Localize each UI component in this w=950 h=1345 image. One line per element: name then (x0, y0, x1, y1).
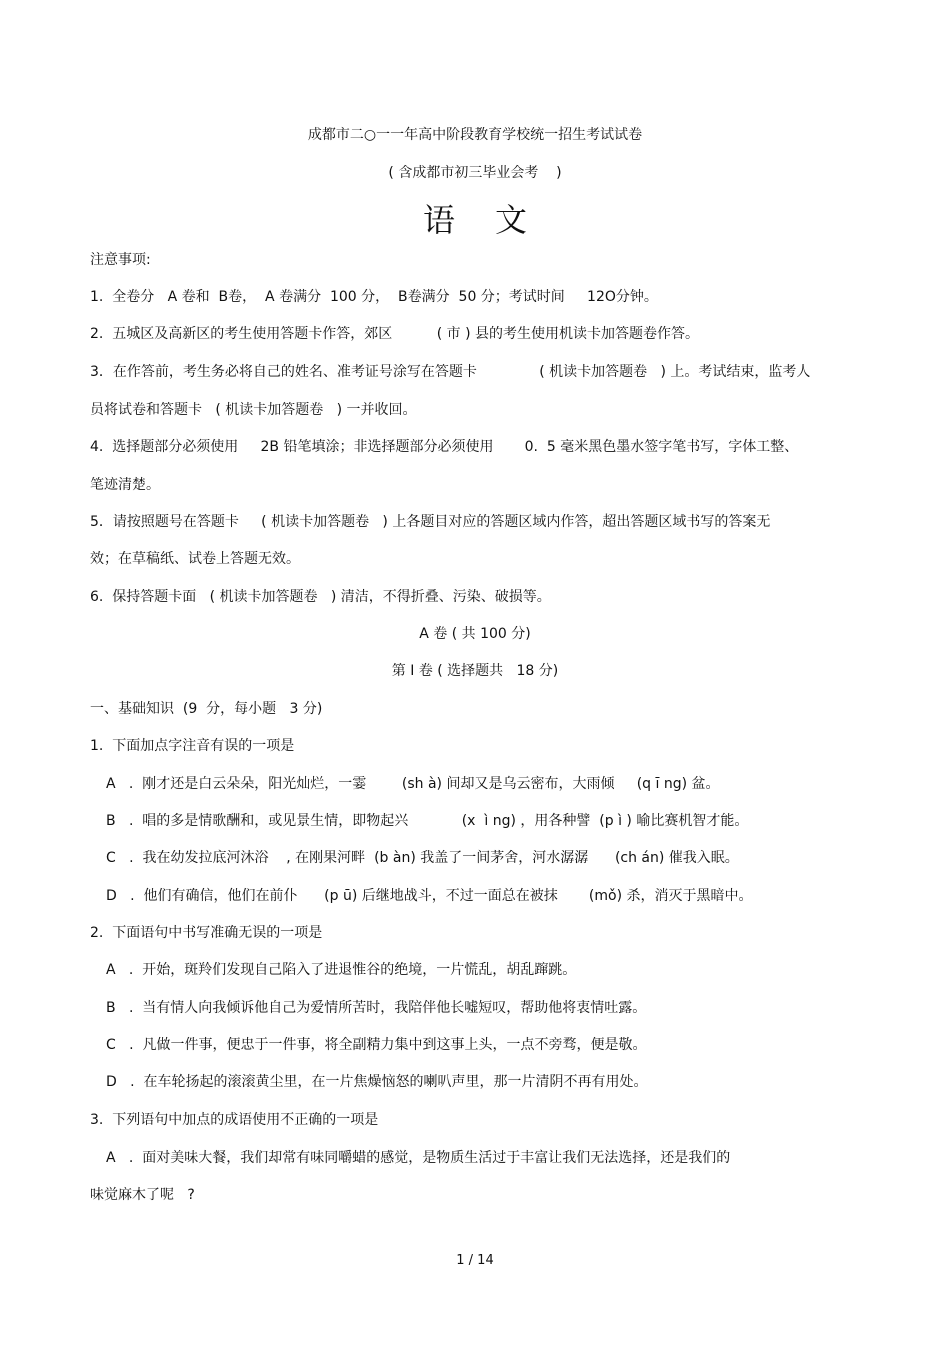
notice-line: 员将试卷和答题卡 ( 机读卡加答题卷 ) 一并收回。 (90, 402, 417, 418)
question-stem: 2. 下面语句中书写准确无误的一项是 (90, 925, 323, 941)
notice-line: 1. 全卷分 A 卷和 B卷， A 卷满分 100 分， B卷满分 50 分；考试时间 12O分钟。 (90, 289, 658, 305)
question-option: B . 当有情人向我倾诉他自己为爱情所苦时，我陪伴他长嘘短叹，帮助他将衷情吐露。 (106, 1000, 647, 1016)
exam-subtitle: ( 含成都市初三毕业会考 ) (388, 165, 562, 181)
question-option: A . 开始，斑羚们发现自己陷入了进退惟谷的绝境，一片慌乱，胡乱蹿跳。 (106, 962, 577, 978)
notice-line: 5．请按照题号在答题卡 ( 机读卡加答题卷 ) 上各题目对应的答题区域内作答，超出答题区域书写的答案无 (90, 514, 771, 530)
notice-line: 2. 五城区及高新区的考生使用答题卡作答，郊区 ( 市 ) 县的考生使用机读卡加答题卷作答。 (90, 326, 700, 342)
question-stem: 1. 下面加点字注音有误的一项是 (90, 738, 295, 754)
question-option: B . 唱的多是情歌酬和，或见景生情，即物起兴 (x ì ng) ，用各种譬 (p ì ) 喻比赛机智才能。 (106, 813, 749, 829)
exam-title: 成都市二○一一年高中阶段教育学校统一招生考试试卷 (307, 127, 643, 143)
question-stem: 3. 下列语句中加点的成语使用不正确的一项是 (90, 1112, 379, 1128)
part-heading: 一、基础知识 (9 分，每小题 3 分) (90, 701, 323, 717)
question-option: C . 我在幼发拉底河沐浴 , 在刚果河畔 (b àn) 我盖了一间茅舍，河水潺潺 (ch án) 催我入眠。 (106, 850, 739, 866)
section-1-heading: 第 Ⅰ 卷 ( 选择题共 18 分) (391, 663, 559, 679)
notice-line: 笔迹清楚。 (90, 477, 160, 493)
question-option: A . 面对美味大餐，我们却常有味同嚼蜡的感觉，是物质生活过于丰富让我们无法选择，还是我们的 (106, 1150, 731, 1166)
notice-line: 3．在作答前，考生务必将自己的姓名、准考证号涂写在答题卡 ( 机读卡加答题卷 ) 上。考试结束，监考人 (90, 364, 811, 380)
subject-heading: 语文 (422, 201, 567, 239)
notice-line: 6. 保持答题卡面 ( 机读卡加答题卷 ) 清洁，不得折叠、污染、破损等。 (90, 589, 551, 605)
section-a-heading: A 卷 ( 共 100 分) (419, 626, 531, 642)
question-option-continuation: 味觉麻木了呢 ? (90, 1187, 195, 1203)
notice-line: 效；在草稿纸、试卷上答题无效。 (90, 551, 300, 567)
question-option: C . 凡做一件事，便忠于一件事，将全副精力集中到这事上头，一点不旁骛，便是敬。 (106, 1037, 647, 1053)
question-option: A . 刚才还是白云朵朵，阳光灿烂，一霎 (sh à) 间却又是乌云密布，大雨倾 (q ī ng) 盆。 (106, 776, 720, 792)
notice-heading: 注意事项: (90, 252, 151, 268)
question-option: D . 他们有确信，他们在前仆 (p ū) 后继地战斗，不过一面总在被抹 (mǒ) 杀，消灭于黑暗中。 (106, 888, 753, 904)
question-option: D . 在车轮扬起的滚滚黄尘里，在一片焦燥恼怒的喇叭声里，那一片清阴不再有用处。 (106, 1074, 648, 1090)
page-number: 1 / 14 (456, 1253, 494, 1268)
notice-line: 4. 选择题部分必须使用 2B 铅笔填涂；非选择题部分必须使用 0. 5 毫米黑色墨水签字笔书写，字体工整、 (90, 439, 799, 455)
